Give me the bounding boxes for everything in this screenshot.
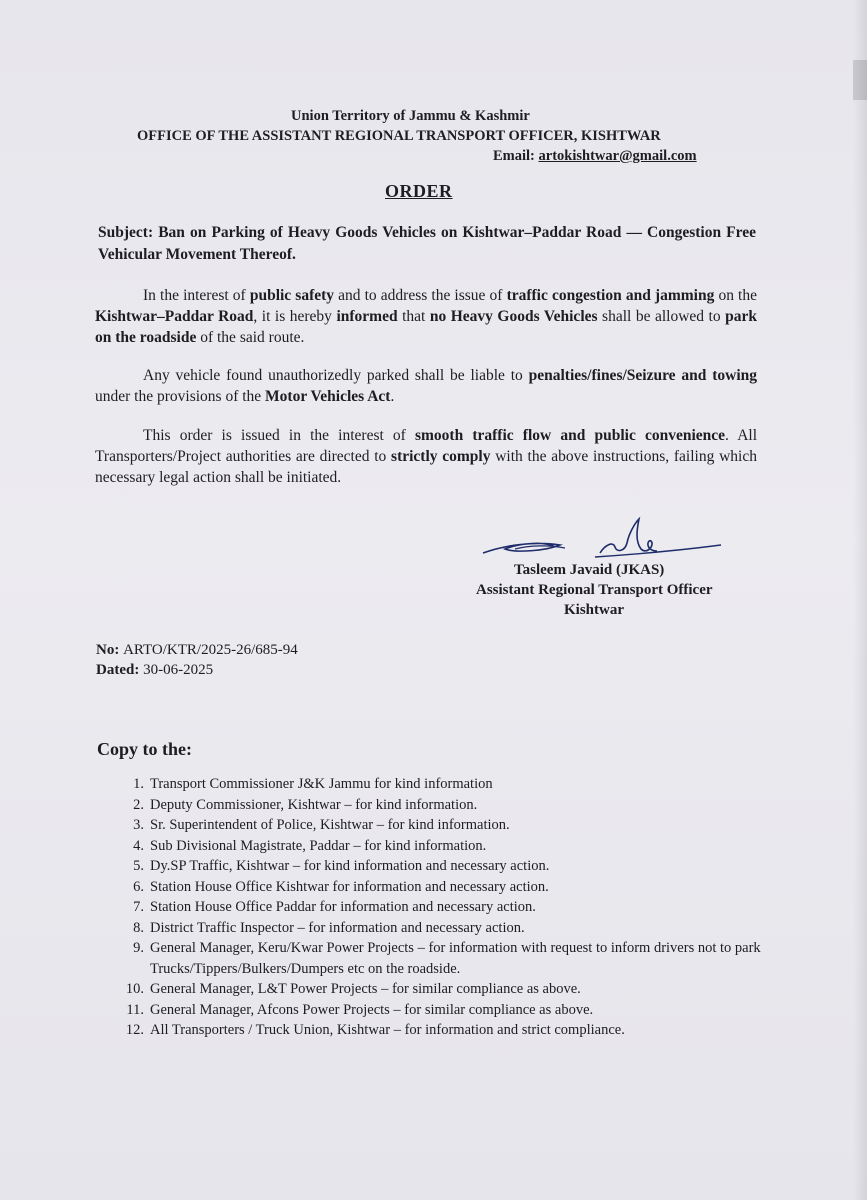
list-item-text: Station House Office Paddar for information and necessary action. bbox=[150, 899, 536, 915]
list-item-text: All Transporters / Truck Union, Kishtwar – for information and strict compliance. bbox=[150, 1022, 625, 1038]
list-item-number: 7. bbox=[133, 899, 144, 915]
reference-number-label: No: bbox=[96, 642, 124, 658]
list-item bbox=[116, 877, 776, 898]
subject bbox=[98, 222, 756, 266]
list-item-number: 4. bbox=[133, 837, 144, 854]
paragraph-1 bbox=[95, 285, 757, 348]
copy-to-list bbox=[116, 774, 776, 1041]
paragraph-2 bbox=[95, 365, 757, 407]
list-item-text: General Manager, Afcons Power Projects – for similar compliance as above. bbox=[150, 1001, 594, 1018]
p1-bold-6: park on the roadside bbox=[95, 308, 758, 346]
signatory-name: Tasleem Javaid (JKAS) bbox=[514, 562, 665, 578]
list-item-text: Sub Divisional Magistrate, Paddar – for kind information. bbox=[150, 837, 487, 854]
p2-bold-1: penalties/fines/Seizure and towing bbox=[528, 367, 757, 384]
reference-date bbox=[96, 660, 298, 680]
list-item-number: 9. bbox=[133, 940, 144, 956]
reference-block bbox=[96, 640, 298, 680]
list-item bbox=[116, 815, 776, 836]
p1-text-6: shall be allowed to bbox=[597, 308, 726, 325]
reference-date-value: 30-06-2025 bbox=[143, 662, 214, 678]
letterhead-office: OFFICE OF THE ASSISTANT REGIONAL TRANSPORT OFFICER, KISHTWAR bbox=[137, 128, 661, 144]
p2-text-3: . bbox=[390, 388, 395, 405]
list-item-number: 3. bbox=[133, 817, 144, 833]
list-item-number: 8. bbox=[133, 919, 144, 936]
p1-text-2: and to address the issue of bbox=[334, 287, 507, 304]
p1-text-1: In the interest of bbox=[143, 287, 250, 304]
p1-bold-1: public safety bbox=[249, 287, 335, 304]
list-item bbox=[116, 897, 776, 918]
handwritten-signature bbox=[475, 515, 725, 565]
list-item bbox=[116, 918, 776, 939]
list-item-number: 12. bbox=[125, 1022, 144, 1038]
list-item-number: 5. bbox=[133, 858, 144, 874]
subject-text: Ban on Parking of Heavy Goods Vehicles on Kishtwar–Paddar Road — Congestion Free Vehicular Movement Thereof. bbox=[98, 224, 757, 263]
list-item bbox=[116, 774, 776, 795]
p1-text-4: , it is hereby bbox=[253, 308, 337, 325]
list-item-text: General Manager, Keru/Kwar Power Projects – for information with request to inform drivers not to park Trucks/Tippers/Bulkers/Dumpers etc on the roadside. bbox=[150, 940, 761, 977]
letterhead-email bbox=[493, 148, 697, 165]
page-edge-shadow bbox=[853, 0, 867, 1200]
paper-mark bbox=[853, 60, 867, 100]
list-item-text: Sr. Superintendent of Police, Kishtwar – for kind information. bbox=[150, 817, 510, 833]
subject-label: Subject: bbox=[98, 224, 159, 241]
p3-bold-2: strictly comply bbox=[391, 448, 491, 465]
copy-to-title: Copy to the: bbox=[97, 739, 192, 759]
p3-text-3: with the above instructions, failing which necessary legal action shall be initiated. bbox=[95, 448, 757, 486]
p3-bold-1: smooth traffic flow and public convenience bbox=[414, 427, 726, 444]
p2-bold-2: Motor Vehicles Act bbox=[265, 388, 391, 405]
signatory-designation: Assistant Regional Transport Officer bbox=[476, 582, 713, 598]
p2-text-2: under the provisions of the bbox=[95, 388, 266, 405]
p1-text-7: of the said route. bbox=[196, 329, 305, 346]
email-address: artokishtwar@gmail.com bbox=[538, 148, 697, 164]
list-item bbox=[116, 1020, 776, 1041]
p1-text-5: that bbox=[397, 308, 430, 325]
list-item-number: 11. bbox=[126, 1001, 144, 1018]
p1-bold-5: no Heavy Goods Vehicles bbox=[429, 308, 598, 325]
list-item bbox=[116, 856, 776, 877]
list-item bbox=[116, 1000, 776, 1021]
list-item-number: 2. bbox=[133, 796, 144, 813]
list-item bbox=[116, 836, 776, 857]
list-item bbox=[116, 938, 776, 979]
list-item-number: 6. bbox=[133, 878, 144, 895]
p3-text-1: This order is issued in the interest of bbox=[143, 427, 415, 444]
p1-text-3: on the bbox=[714, 287, 757, 304]
list-item-text: Station House Office Kishtwar for information and necessary action. bbox=[150, 878, 549, 895]
reference-number-value: ARTO/KTR/2025-26/685-94 bbox=[123, 642, 298, 658]
list-item-text: District Traffic Inspector – for information and necessary action. bbox=[150, 919, 525, 936]
signatory-place: Kishtwar bbox=[564, 602, 624, 618]
list-item-text: Dy.SP Traffic, Kishtwar – for kind information and necessary action. bbox=[150, 858, 550, 874]
letterhead-territory: Union Territory of Jammu & Kashmir bbox=[291, 108, 530, 124]
p3-text-2: . All Transporters/Project authorities are directed to bbox=[95, 427, 757, 465]
p1-bold-4: informed bbox=[336, 308, 398, 325]
list-item-text: General Manager, L&T Power Projects – for similar compliance as above. bbox=[150, 981, 581, 997]
list-item-number: 10. bbox=[125, 981, 144, 997]
p2-text-1: Any vehicle found unauthorizedly parked shall be liable to bbox=[143, 367, 529, 384]
list-item-text: Transport Commissioner J&K Jammu for kind information bbox=[150, 776, 493, 792]
p1-bold-3: Kishtwar–Paddar Road bbox=[95, 308, 254, 325]
list-item bbox=[116, 979, 776, 1000]
list-item-number: 1. bbox=[133, 776, 144, 792]
reference-number bbox=[96, 640, 298, 660]
p1-bold-2: traffic congestion and jamming bbox=[506, 287, 715, 304]
reference-date-label: Dated: bbox=[96, 662, 144, 678]
paragraph-3 bbox=[95, 425, 757, 488]
email-label: Email: bbox=[493, 148, 539, 164]
list-item-text: Deputy Commissioner, Kishtwar – for kind information. bbox=[150, 796, 478, 813]
order-title: ORDER bbox=[385, 181, 453, 201]
list-item bbox=[116, 795, 776, 816]
